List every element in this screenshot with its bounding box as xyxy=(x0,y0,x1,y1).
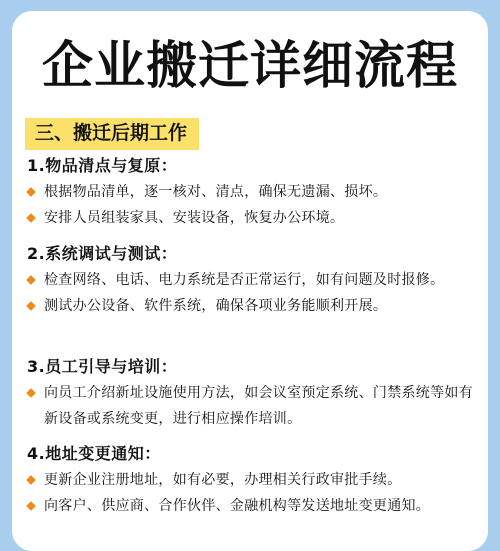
group-inventory-restore xyxy=(27,153,482,231)
list-item xyxy=(27,205,482,231)
content-card xyxy=(12,11,488,551)
group-system-testing xyxy=(27,241,482,319)
list-item xyxy=(27,493,482,519)
section-heading: 三、搬迁后期工作 xyxy=(25,118,199,150)
list-item-text: 向员工介绍新址设施使用方法，如会议室预定系统、门禁系统等如有新设备或系统变更，进行相应操作培训。 xyxy=(44,385,473,427)
page-title: 企业搬迁详细流程 xyxy=(41,37,458,96)
orange-diamond-icon xyxy=(26,213,36,223)
orange-diamond-icon xyxy=(26,275,36,285)
group-title: 1.物品清点与复原： xyxy=(27,156,178,175)
orange-diamond-icon xyxy=(26,301,36,311)
list-item-text: 安排人员组装家具、安装设备，恢复办公环境。 xyxy=(44,210,345,226)
orange-diamond-icon xyxy=(26,187,36,197)
orange-diamond-icon xyxy=(26,475,36,485)
list-item xyxy=(27,267,482,293)
orange-diamond-icon xyxy=(26,501,36,511)
list-item xyxy=(27,179,482,205)
list-item xyxy=(27,293,482,319)
group-staff-training xyxy=(27,354,482,432)
list-item-text: 根据物品清单，逐一核对、清点，确保无遗漏、损坏。 xyxy=(44,184,388,200)
group-address-notice xyxy=(27,441,482,519)
list-item xyxy=(27,467,482,493)
list-item-text: 检查网络、电话、电力系统是否正常运行，如有问题及时报修。 xyxy=(44,272,445,288)
list-item xyxy=(27,380,482,432)
group-title: 3.员工引导与培训： xyxy=(27,357,178,376)
orange-diamond-icon xyxy=(26,388,36,398)
list-item-text: 测试办公设备、软件系统，确保各项业务能顺利开展。 xyxy=(44,298,388,314)
list-item-text: 向客户、供应商、合作伙伴、金融机构等发送地址变更通知。 xyxy=(44,498,431,514)
list-item-text: 更新企业注册地址，如有必要，办理相关行政审批手续。 xyxy=(44,472,402,488)
group-title: 2.系统调试与测试： xyxy=(27,244,178,263)
group-title: 4.地址变更通知： xyxy=(27,444,161,463)
